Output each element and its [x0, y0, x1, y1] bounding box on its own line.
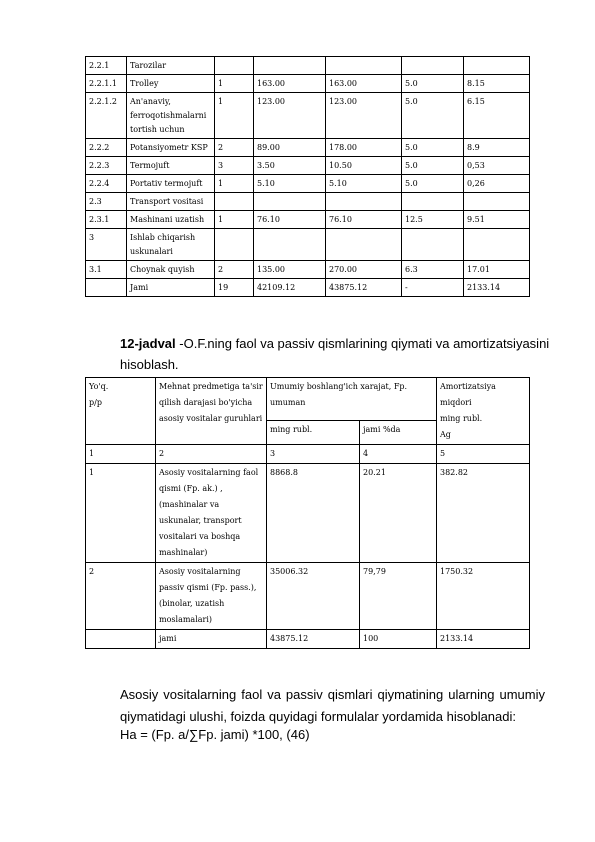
table-cell	[464, 229, 530, 261]
table-cell: 3.1	[86, 261, 127, 279]
caption-text: -O.F.ning faol va passiv qismlarining qiymati va amortizatsiyasini	[175, 336, 550, 351]
table-cell: 9.51	[464, 211, 530, 229]
equipment-table	[85, 56, 530, 297]
table-cell: 43875.12	[267, 630, 360, 649]
table-row	[86, 75, 530, 93]
table-row	[86, 229, 530, 261]
table-cell	[215, 193, 254, 211]
table-cell	[402, 57, 464, 75]
table-row	[86, 93, 530, 139]
table-cell: 0,26	[464, 175, 530, 193]
table-cell: 1750.32	[437, 563, 530, 630]
header-groups: Mehnat predmetiga ta'sir qilish darajasi bo'yicha asosiy vositalar guruhlari	[156, 378, 267, 445]
header-initial-cost: Umumiy boshlang'ich xarajat, Fp. umuman	[267, 378, 437, 421]
table-cell: 89.00	[254, 139, 326, 157]
body-paragraph	[85, 684, 545, 728]
table-cell: 2.2.1.2	[86, 93, 127, 139]
table-cell	[215, 229, 254, 261]
table-cell: Portativ termojuft	[127, 175, 215, 193]
table-cell: 79,79	[360, 563, 437, 630]
table-cell: 3	[215, 157, 254, 175]
header-number: Yo'q. p/p	[86, 378, 156, 445]
table-cell: 2.2.3	[86, 157, 127, 175]
table-cell: 19	[215, 279, 254, 297]
table-row	[86, 211, 530, 229]
table-row	[86, 157, 530, 175]
assets-table	[85, 377, 530, 649]
table-cell: 2.2.1.1	[86, 75, 127, 93]
table-cell: 35006.32	[267, 563, 360, 630]
table-cell	[254, 57, 326, 75]
paragraph-text: Asosiy vositalarning faol va passiv qismlari qiymatining ularning umumiy qiymatidagi ulushi, foizda quyidagi formulalar yordamida hisoblanadi:	[120, 687, 545, 724]
table-cell: 270.00	[326, 261, 402, 279]
caption-text-2: hisoblash.	[120, 357, 179, 372]
table-cell: 5.0	[402, 175, 464, 193]
table-cell: An'anaviy, ferroqotishmalarni tortish uchun	[127, 93, 215, 139]
table-cell: 135.00	[254, 261, 326, 279]
table-cell: 163.00	[326, 75, 402, 93]
table-cell: 17.01	[464, 261, 530, 279]
column-number: 5	[437, 445, 530, 464]
column-number: 4	[360, 445, 437, 464]
formula: Ha = (Fp. a/∑Fp. jami) *100, (46)	[120, 727, 310, 742]
table-cell	[86, 279, 127, 297]
table-cell: jami	[156, 630, 267, 649]
column-number: 2	[156, 445, 267, 464]
table-cell: 123.00	[326, 93, 402, 139]
table-cell: 1	[215, 175, 254, 193]
table-cell: 2133.14	[464, 279, 530, 297]
table-row	[86, 139, 530, 157]
table-cell: Tarozilar	[127, 57, 215, 75]
table-cell	[86, 630, 156, 649]
table-cell: 3.50	[254, 157, 326, 175]
table-cell: 2.3.1	[86, 211, 127, 229]
table-cell: Mashinani uzatish	[127, 211, 215, 229]
table-cell: 2.2.2	[86, 139, 127, 157]
table-cell: 2	[215, 139, 254, 157]
header-amortization: Amortizatsiya miqdori ming rubl. Ag	[437, 378, 530, 445]
table-row	[86, 261, 530, 279]
table2-header-row	[86, 378, 530, 421]
table-cell: 8868.8	[267, 464, 360, 563]
table-cell: 0,53	[464, 157, 530, 175]
table-cell: 382.82	[437, 464, 530, 563]
table-cell	[254, 193, 326, 211]
table-cell: 76.10	[254, 211, 326, 229]
table-cell: Trolley	[127, 75, 215, 93]
table-cell	[402, 193, 464, 211]
table-row	[86, 193, 530, 211]
table-cell: Asosiy vositalarning faol qismi (Fp. ak.) , (mashinalar va uskunalar, transport vositalari va boshqa mashinalar)	[156, 464, 267, 563]
table-cell: 1	[215, 93, 254, 139]
table-cell: 5.0	[402, 139, 464, 157]
table-cell: Asosiy vositalarning passiv qismi (Fp. pass.), (binolar, uzatish moslamalari)	[156, 563, 267, 630]
table-cell: 2	[86, 563, 156, 630]
table-cell: 42109.12	[254, 279, 326, 297]
column-number: 3	[267, 445, 360, 464]
table-row	[86, 57, 530, 75]
table-cell: 5.0	[402, 93, 464, 139]
table-cell: 76.10	[326, 211, 402, 229]
table-cell: Transport vositasi	[127, 193, 215, 211]
table-cell: 5.10	[254, 175, 326, 193]
table-cell: Potansiyometr KSP	[127, 139, 215, 157]
table-cell: -	[402, 279, 464, 297]
table-cell: 3	[86, 229, 127, 261]
table-cell: 20.21	[360, 464, 437, 563]
column-number: 1	[86, 445, 156, 464]
table-cell: 8.15	[464, 75, 530, 93]
table-cell: 5.10	[326, 175, 402, 193]
table-cell: Termojuft	[127, 157, 215, 175]
table-cell: 5.0	[402, 157, 464, 175]
table2-number-row	[86, 445, 530, 464]
table-cell: 123.00	[254, 93, 326, 139]
table-caption	[120, 333, 550, 372]
table-cell: 1	[86, 464, 156, 563]
table-cell	[464, 193, 530, 211]
table-cell: Jami	[127, 279, 215, 297]
table-cell	[402, 229, 464, 261]
table-cell: 2.2.4	[86, 175, 127, 193]
table-cell: 2.3	[86, 193, 127, 211]
table-cell: 2.2.1	[86, 57, 127, 75]
table-cell: 43875.12	[326, 279, 402, 297]
table-row	[86, 279, 530, 297]
table-cell: Choynak quyish	[127, 261, 215, 279]
table-cell: 178.00	[326, 139, 402, 157]
table-cell: 6.3	[402, 261, 464, 279]
table-cell: 10.50	[326, 157, 402, 175]
table-cell	[215, 57, 254, 75]
table-cell: 2133.14	[437, 630, 530, 649]
table-row	[86, 630, 530, 649]
table-cell: Ishlab chiqarish uskunalari	[127, 229, 215, 261]
table-row	[86, 175, 530, 193]
table-cell: 8.9	[464, 139, 530, 157]
table-cell: 12.5	[402, 211, 464, 229]
table-cell: 5.0	[402, 75, 464, 93]
table-cell	[464, 57, 530, 75]
table-cell	[326, 229, 402, 261]
table-cell: 163.00	[254, 75, 326, 93]
table-cell: 100	[360, 630, 437, 649]
caption-label: 12-jadval	[120, 336, 176, 351]
header-percent: jami %da	[360, 421, 437, 445]
table-cell	[326, 57, 402, 75]
table-cell: 1	[215, 75, 254, 93]
table-row	[86, 563, 530, 630]
table-cell	[326, 193, 402, 211]
table-cell: 6.15	[464, 93, 530, 139]
header-thousand-rub: ming rubl.	[267, 421, 360, 445]
table-cell: 1	[215, 211, 254, 229]
table-cell	[254, 229, 326, 261]
table-cell: 2	[215, 261, 254, 279]
table-row	[86, 464, 530, 563]
